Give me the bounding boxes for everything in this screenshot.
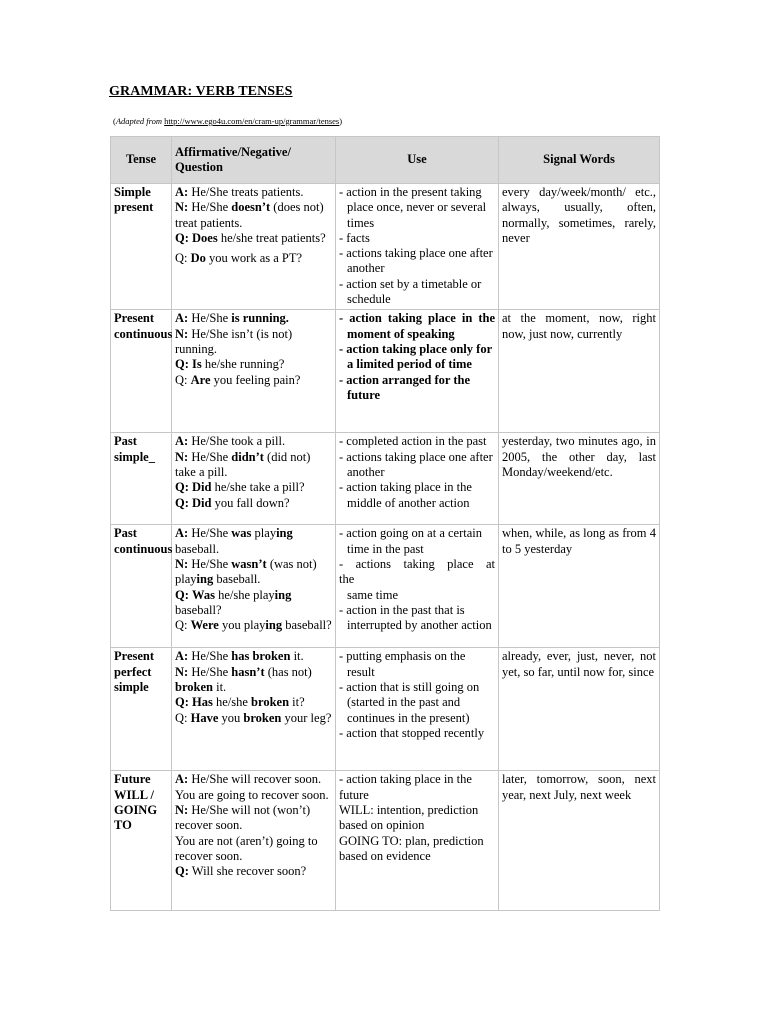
bold-text: Q: (175, 695, 189, 710)
tense-name: Past simple_ (114, 434, 155, 464)
bold-text: Were (190, 618, 219, 633)
example-line: A: He/She was playing baseball. (175, 526, 293, 556)
use-item: WILL: intention, prediction based on opinion (339, 802, 479, 833)
bold-text: A: (175, 649, 189, 664)
example-line: A: He/She is running. (175, 311, 289, 326)
use-item: moment of speaking (347, 326, 455, 341)
table-row (111, 525, 660, 648)
signal-words: when, while, as long as from 4 to 5 yesterday (502, 526, 656, 556)
tense-name: Past continuous (114, 526, 173, 556)
bold-text: Have (190, 710, 219, 725)
tense-cell (111, 648, 172, 771)
bold-text: doesn’t (231, 200, 271, 215)
table-header (111, 137, 660, 184)
use-item: - action set by a timetable or schedule (339, 276, 482, 307)
example-line: Q: Do you work as a PT? (175, 251, 303, 266)
example-line: Q: Will she recover soon? (175, 864, 307, 879)
use-cell (336, 525, 499, 648)
example-line: Q: Was he/she playing baseball? (175, 587, 292, 617)
bold-text: A: (175, 526, 189, 541)
signal-words-cell (499, 310, 660, 433)
bold-text: ing (276, 526, 293, 541)
examples-cell (172, 525, 336, 648)
example-line: Q: Is he/she running? (175, 357, 285, 372)
bold-text: Q: (175, 230, 189, 245)
table-body (111, 184, 660, 911)
bold-text: Q: (175, 587, 189, 602)
use-item: - action that stopped recently (339, 725, 485, 740)
table-row (111, 648, 660, 771)
example-line: A: He/She has broken it. (175, 649, 304, 664)
bold-text: N: (175, 802, 189, 817)
example-line: N: He/She will not (won’t) recover soon. (175, 802, 311, 833)
bold-text: N: (175, 664, 189, 679)
bold-text: Did (192, 495, 212, 510)
example-line: A: He/She took a pill. (175, 434, 286, 449)
bold-text: ing (274, 587, 292, 602)
signal-words: yesterday, two minutes ago, in 2005, the other day, last Monday/weekend/etc. (502, 434, 656, 479)
bold-text: N: (175, 556, 189, 571)
example-line: Q: Did you fall down? (175, 495, 290, 510)
document-title: GRAMMAR: VERB TENSES (109, 84, 293, 99)
bold-text: broken (251, 695, 290, 710)
example-line: You are going to recover soon. (175, 787, 329, 802)
examples-cell (172, 771, 336, 911)
example-line: Q: Does he/she treat patients? (175, 230, 326, 245)
use-cell (336, 433, 499, 525)
bold-text: Q: (175, 357, 189, 372)
bold-text: Q: (175, 864, 189, 879)
example-line: A: He/She will recover soon. (175, 772, 322, 787)
signal-words: every day/week/month/ etc., always, usually, often, normally, sometimes, rarely, never (502, 185, 656, 245)
table-row (111, 771, 660, 911)
use-item: - action taking place in the middle of another action (339, 480, 472, 510)
source-close: ) (339, 116, 343, 126)
signal-words: already, ever, just, never, not yet, so far, until now for, since (502, 649, 656, 679)
example-line: A: He/She treats patients. (175, 185, 304, 199)
signal-words: at the moment, now, right now, just now, currently (502, 311, 656, 341)
bold-text: was (231, 526, 252, 541)
use-item: - action taking place in the (339, 311, 495, 326)
signal-words-cell (499, 771, 660, 911)
source-adapted-label: Adapted from (115, 116, 163, 126)
bold-text: N: (175, 200, 189, 215)
bold-text: Q: (175, 480, 189, 495)
use-item: same time (347, 587, 399, 602)
use-item: - actions taking place one after another (339, 449, 493, 479)
tense-name: Simple present (114, 185, 154, 215)
tense-cell (111, 310, 172, 433)
bold-text: A: (175, 434, 189, 449)
use-item: - completed action in the past (339, 434, 487, 449)
example-line: N: He/She hasn’t (has not) broken it. (175, 664, 312, 694)
tense-cell (111, 525, 172, 648)
example-line: Q: Have you broken your leg? (175, 710, 332, 725)
tense-name: Future WILL / GOING TO (114, 772, 158, 833)
use-cell (336, 771, 499, 911)
bold-text: Does (192, 230, 218, 245)
header-use: Use (336, 137, 499, 184)
examples-cell (172, 433, 336, 525)
use-item: - action arranged for the future (339, 372, 470, 402)
header-tense: Tense (111, 137, 172, 184)
signal-words: later, tomorrow, soon, next year, next July, next week (502, 772, 656, 802)
tense-cell (111, 184, 172, 310)
examples-cell (172, 648, 336, 771)
bold-text: Do (190, 251, 206, 266)
use-cell (336, 648, 499, 771)
tense-cell (111, 771, 172, 911)
signal-words-cell (499, 184, 660, 310)
bold-text: Is (192, 357, 202, 372)
bold-text: broken (243, 710, 282, 725)
example-line: Q: Are you feeling pain? (175, 372, 301, 387)
example-line: Q: Did he/she take a pill? (175, 480, 305, 495)
example-line: Q: Were you playing baseball? (175, 618, 332, 633)
bold-text: has broken (231, 649, 291, 664)
use-item: the (339, 572, 355, 587)
bold-text: didn’t (231, 449, 264, 464)
examples-cell (172, 184, 336, 310)
use-item: - action taking place in the future (339, 772, 472, 802)
use-item: - action in the past that is interrupted by another action (339, 602, 492, 633)
verb-tenses-table (110, 136, 660, 911)
bold-text: A: (175, 311, 189, 326)
use-item: - action going on at a certain time in the past (339, 526, 482, 556)
header-affirmative-negative-question: Affirmative/Negative/ Question (172, 137, 336, 184)
signal-words-cell (499, 433, 660, 525)
bold-text: N: (175, 326, 189, 341)
use-item: - facts (339, 230, 370, 245)
bold-text: broken (175, 679, 213, 694)
example-line: N: He/She isn’t (is not) running. (175, 326, 293, 356)
signal-words-cell (499, 648, 660, 771)
use-cell (336, 184, 499, 310)
example-line: You are not (aren’t) going to recover soon. (175, 833, 318, 863)
header-row (111, 137, 660, 184)
bold-text: ing (265, 618, 283, 633)
signal-words-cell (499, 525, 660, 648)
examples-cell (172, 310, 336, 433)
use-item: - putting emphasis on the result (339, 649, 466, 679)
header-signal-words: Signal Words (499, 137, 660, 184)
example-line: N: He/She didn’t (did not) take a pill. (175, 449, 311, 479)
bold-text: Are (190, 372, 211, 387)
bold-text: ing (196, 572, 214, 587)
tense-name: Present perfect simple (114, 649, 155, 694)
source-note (113, 116, 342, 126)
source-open: ( (113, 116, 116, 126)
use-item: - action in the present taking place once, never or several times (339, 185, 487, 230)
table-row (111, 433, 660, 525)
bold-text: is running. (231, 311, 289, 326)
bold-text: Did (192, 480, 212, 495)
bold-text: Was (192, 587, 215, 602)
bold-text: wasn’t (231, 556, 267, 571)
source-link[interactable]: http://www.ego4u.com/en/cram-up/grammar/tenses (164, 116, 340, 126)
bold-text: Has (192, 695, 213, 710)
tense-name: Present continuous (114, 311, 173, 341)
use-item: GOING TO: plan, prediction based on evidence (339, 833, 484, 863)
use-item: - action that is still going on (started in the past and continues in the present) (339, 679, 480, 725)
tense-cell (111, 433, 172, 525)
example-line: Q: Has he/she broken it? (175, 695, 305, 710)
bold-text: N: (175, 449, 189, 464)
use-item: - actions taking place at (339, 556, 495, 571)
example-line: N: He/She wasn’t (was not) playing baseball. (175, 556, 317, 587)
use-item: - action taking place only for a limited period of time (339, 341, 492, 372)
bold-text: Q: (175, 495, 189, 510)
table-row (111, 310, 660, 433)
example-line: N: He/She doesn’t (does not) treat patients. (175, 200, 324, 230)
bold-text: hasn’t (231, 664, 265, 679)
table-row (111, 184, 660, 310)
use-item: - actions taking place one after another (339, 246, 493, 276)
bold-text: A: (175, 772, 189, 787)
use-cell (336, 310, 499, 433)
bold-text: A: (175, 185, 189, 199)
